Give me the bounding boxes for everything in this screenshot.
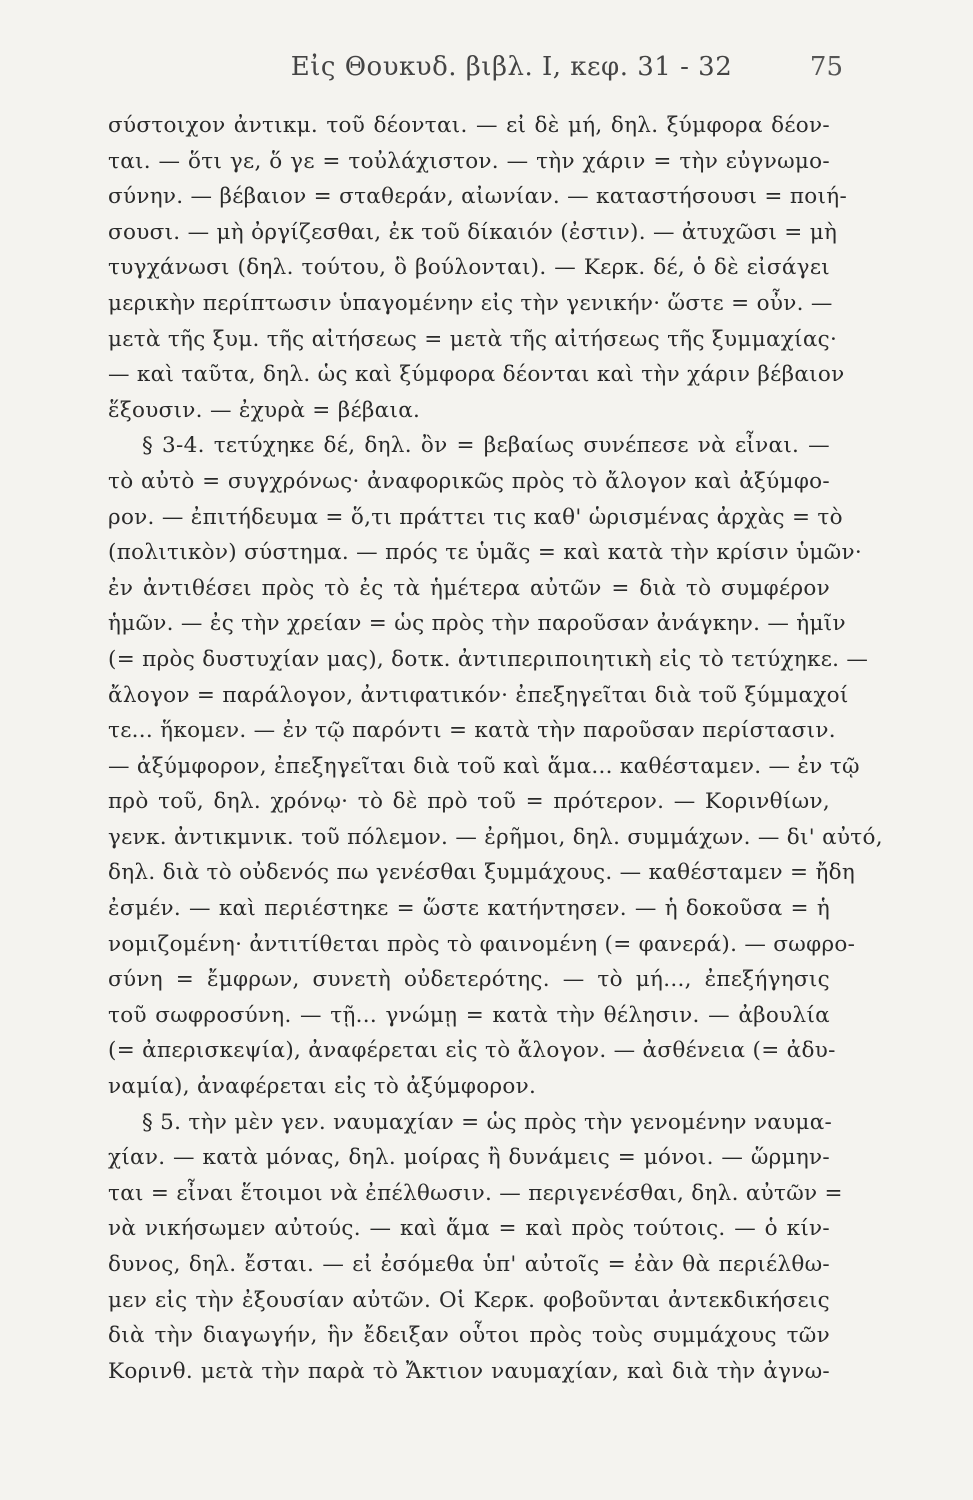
commentary-text <box>108 108 883 1389</box>
text-line: (πολιτικὸν) σύστημα. — πρός τε ὑμᾶς = καὶ κατὰ τὴν κρίσιν ὑμῶν· <box>108 540 862 566</box>
text-line: μερικὴν περίπτωσιν ὑπαγομένην εἰς τὴν γενικήν· ὥστε = οὖν. — <box>108 290 833 316</box>
text-line: νομιζομένη· ἀντιτίθεται πρὸς τὸ φαινομένη (= φανερά). — σωφρο- <box>108 931 856 957</box>
page-header <box>150 52 843 92</box>
text-line: Κορινθ. μετὰ τὴν παρὰ τὸ Ἄκτιον ναυμαχίαν, καὶ διὰ τὴν ἀγνω- <box>108 1358 830 1384</box>
text-line: τυγχάνωσι (δηλ. τούτου, ὃ βούλονται). — Κερκ. δέ, ὁ δὲ εἰσάγει <box>108 255 830 281</box>
text-line: § 5. τὴν μὲν γεν. ναυμαχίαν = ὡς πρὸς τὴν γενομένην ναυμα- <box>142 1109 833 1135</box>
text-line: τε... ἥκομεν. — ἐν τῷ παρόντι = κατὰ τὴν παροῦσαν περίστασιν. <box>108 718 836 744</box>
text-line: ται. — ὅτι γε, ὅ γε = τοὐλάχιστον. — τὴν χάριν = τὴν εὐγνωμο- <box>108 148 830 174</box>
text-line: τοῦ σωφροσύνη. — τῇ... γνώμῃ = κατὰ τὴν θέλησιν. — ἀβουλία <box>108 1002 830 1028</box>
text-line: δηλ. διὰ τὸ οὐδενός πω γενέσθαι ξυμμάχους. — καθέσταμεν = ἤδη <box>108 860 856 886</box>
text-line: χίαν. — κατὰ μόνας, δηλ. μοίρας ἢ δυνάμεις = μόνοι. — ὥρμην- <box>108 1145 830 1171</box>
text-line: γενκ. ἀντικμνικ. τοῦ πόλεμον. — ἐρῆμοι, δηλ. συμμάχων. — δι' αὐτό, <box>108 824 883 850</box>
text-line: ἕξουσιν. — ἐχυρὰ = βέβαια. <box>108 397 421 423</box>
text-line: σύνη = ἔμφρων, συνετὴ οὐδετερότης. — τὸ μή..., ἐπεξήγησις <box>108 967 830 993</box>
text-line: ἐσμέν. — καὶ περιέστηκε = ὥστε κατήντησεν. — ἡ δοκοῦσα = ἡ <box>108 896 830 922</box>
text-line: (= πρὸς δυστυχίαν μας), δοτκ. ἀντιπεριποιητικὴ εἰς τὸ τετύχηκε. — <box>108 646 869 672</box>
text-line: — καὶ ταῦτα, δηλ. ὡς καὶ ξύμφορα δέονται καὶ τὴν χάριν βέβαιον <box>108 362 845 388</box>
text-line: § 3-4. τετύχηκε δέ, δηλ. ὂν = βεβαίως συνέπεσε νὰ εἶναι. — <box>142 433 830 459</box>
text-line: νὰ νικήσωμεν αὐτούς. — καὶ ἅμα = καὶ πρὸς τούτοις. — ὁ κίν- <box>108 1216 830 1242</box>
text-line: σύνην. — βέβαιον = σταθεράν, αἰωνίαν. — καταστήσουσι = ποιή- <box>108 184 848 210</box>
text-line: (= ἀπερισκεψία), ἀναφέρεται εἰς τὸ ἄλογον. — ἀσθένεια (= ἀδυ- <box>108 1038 836 1064</box>
running-head: Εἰς Θουκυδ. βιβλ. I, κεφ. 31 - 32 <box>290 52 733 82</box>
text-line: ναμία), ἀναφέρεται εἰς τὸ ἀξύμφορον. <box>108 1074 537 1100</box>
page-number: 75 <box>809 52 843 82</box>
text-line: σουσι. — μὴ ὀργίζεσθαι, ἐκ τοῦ δίκαιόν (ἐστιν). — ἀτυχῶσι = μὴ <box>108 219 838 245</box>
text-line: διὰ τὴν διαγωγήν, ἣν ἔδειξαν οὗτοι πρὸς τοὺς συμμάχους τῶν <box>108 1323 830 1349</box>
text-line: ρον. — ἐπιτήδευμα = ὅ,τι πράττει τις καθ' ὡρισμένας ἀρχὰς = τὸ <box>108 504 843 530</box>
text-line: πρὸ τοῦ, δηλ. χρόνῳ· τὸ δὲ πρὸ τοῦ = πρότερον. — Κορινθίων, <box>108 789 830 815</box>
text-line: ἐν ἀντιθέσει πρὸς τὸ ἐς τὰ ἡμέτερα αὐτῶν = διὰ τὸ συμφέρον <box>108 575 830 601</box>
text-line: — ἀξύμφορον, ἐπεξηγεῖται διὰ τοῦ καὶ ἅμα... καθέσταμεν. — ἐν τῷ <box>108 753 860 779</box>
text-line: ται = εἶναι ἕτοιμοι νὰ ἐπέλθωσιν. — περιγενέσθαι, δηλ. αὐτῶν = <box>108 1180 843 1206</box>
text-line: μετὰ τῆς ξυμ. τῆς αἰτήσεως = μετὰ τῆς αἰτήσεως τῆς ξυμμαχίας· <box>108 326 838 352</box>
text-line: ἡμῶν. — ἐς τὴν χρείαν = ὡς πρὸς τὴν παροῦσαν ἀνάγκην. — ἡμῖν <box>108 611 846 637</box>
text-line: σύστοιχον ἀντικμ. τοῦ δέονται. — εἰ δὲ μή, δηλ. ξύμφορα δέον- <box>108 113 830 138</box>
text-line: μεν εἰς τὴν ἐξουσίαν αὐτῶν. Οἱ Κερκ. φοβοῦνται ἀντεκδικήσεις <box>108 1287 830 1313</box>
text-line: ἄλογον = παράλογον, ἀντιφατικόν· ἐπεξηγεῖται διὰ τοῦ ξύμμαχοί <box>108 682 849 708</box>
text-line: δυνος, δηλ. ἔσται. — εἰ ἐσόμεθα ὑπ' αὐτοῖς = ἐὰν θὰ περιέλθω- <box>108 1252 830 1277</box>
text-line: τὸ αὐτὸ = συγχρόνως· ἀναφορικῶς πρὸς τὸ ἄλογον καὶ ἀξύμφο- <box>108 468 830 494</box>
